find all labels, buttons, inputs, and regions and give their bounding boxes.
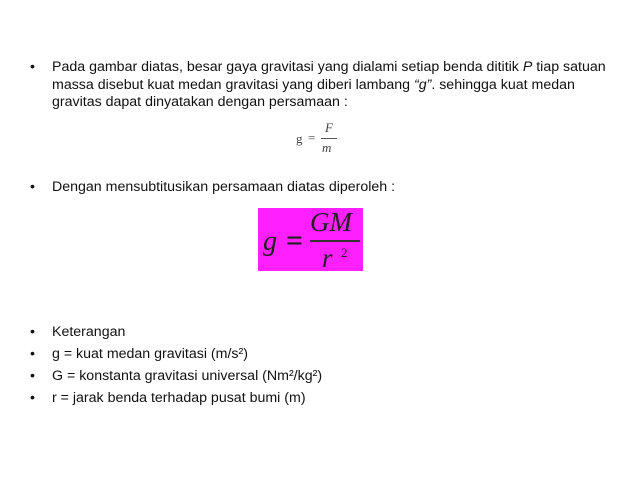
bullet-symbol: • bbox=[30, 324, 35, 340]
formula2-fraction-bar bbox=[310, 240, 360, 242]
formula-g-equals-gm-over-r-squared bbox=[258, 208, 363, 271]
formula2-equals: = bbox=[286, 224, 304, 257]
definition-line-1-text: Pada gambar diatas, besar gaya gravitasi yang dialami setiap benda dititik P tiap satuan bbox=[52, 59, 606, 75]
formula-g-equals-f-over-m bbox=[294, 119, 344, 159]
note-text: g = kuat medan gravitasi (m/s²) bbox=[52, 346, 248, 362]
definition-line-2: massa disebut kuat medan gravitasi yang diberi lambang “g”. sehingga kuat medan bbox=[52, 76, 575, 93]
definition-line-3: gravitas dapat dinyatakan dengan persamaan : bbox=[52, 94, 348, 110]
note-text: Keterangan bbox=[52, 324, 126, 340]
formula1-fraction-bar bbox=[321, 138, 337, 139]
note-text: G = konstanta gravitasi universal (Nm²/kg²) bbox=[52, 368, 323, 384]
formula2-lhs: g bbox=[263, 226, 277, 257]
substitution-text: Dengan mensubtitusikan persamaan diatas diperoleh : bbox=[52, 179, 396, 195]
definition-line-1 bbox=[52, 59, 606, 77]
formula1-lhs: g bbox=[296, 131, 303, 146]
formula1-denominator: m bbox=[322, 140, 332, 155]
formula2-denominator: r bbox=[322, 243, 333, 273]
bullet-symbol: • bbox=[30, 59, 35, 75]
bullet-symbol: • bbox=[30, 368, 35, 384]
bullet-symbol: • bbox=[30, 179, 35, 195]
note-text: r = jarak benda terhadap pusat bumi (m) bbox=[52, 390, 306, 406]
bullet-symbol: • bbox=[30, 390, 35, 406]
formula1-equals: = bbox=[308, 130, 316, 145]
formula2-exponent: 2 bbox=[341, 245, 348, 260]
bullet-symbol: • bbox=[30, 346, 35, 362]
formula2-numerator: GM bbox=[310, 207, 352, 237]
formula1-numerator: F bbox=[325, 120, 333, 135]
